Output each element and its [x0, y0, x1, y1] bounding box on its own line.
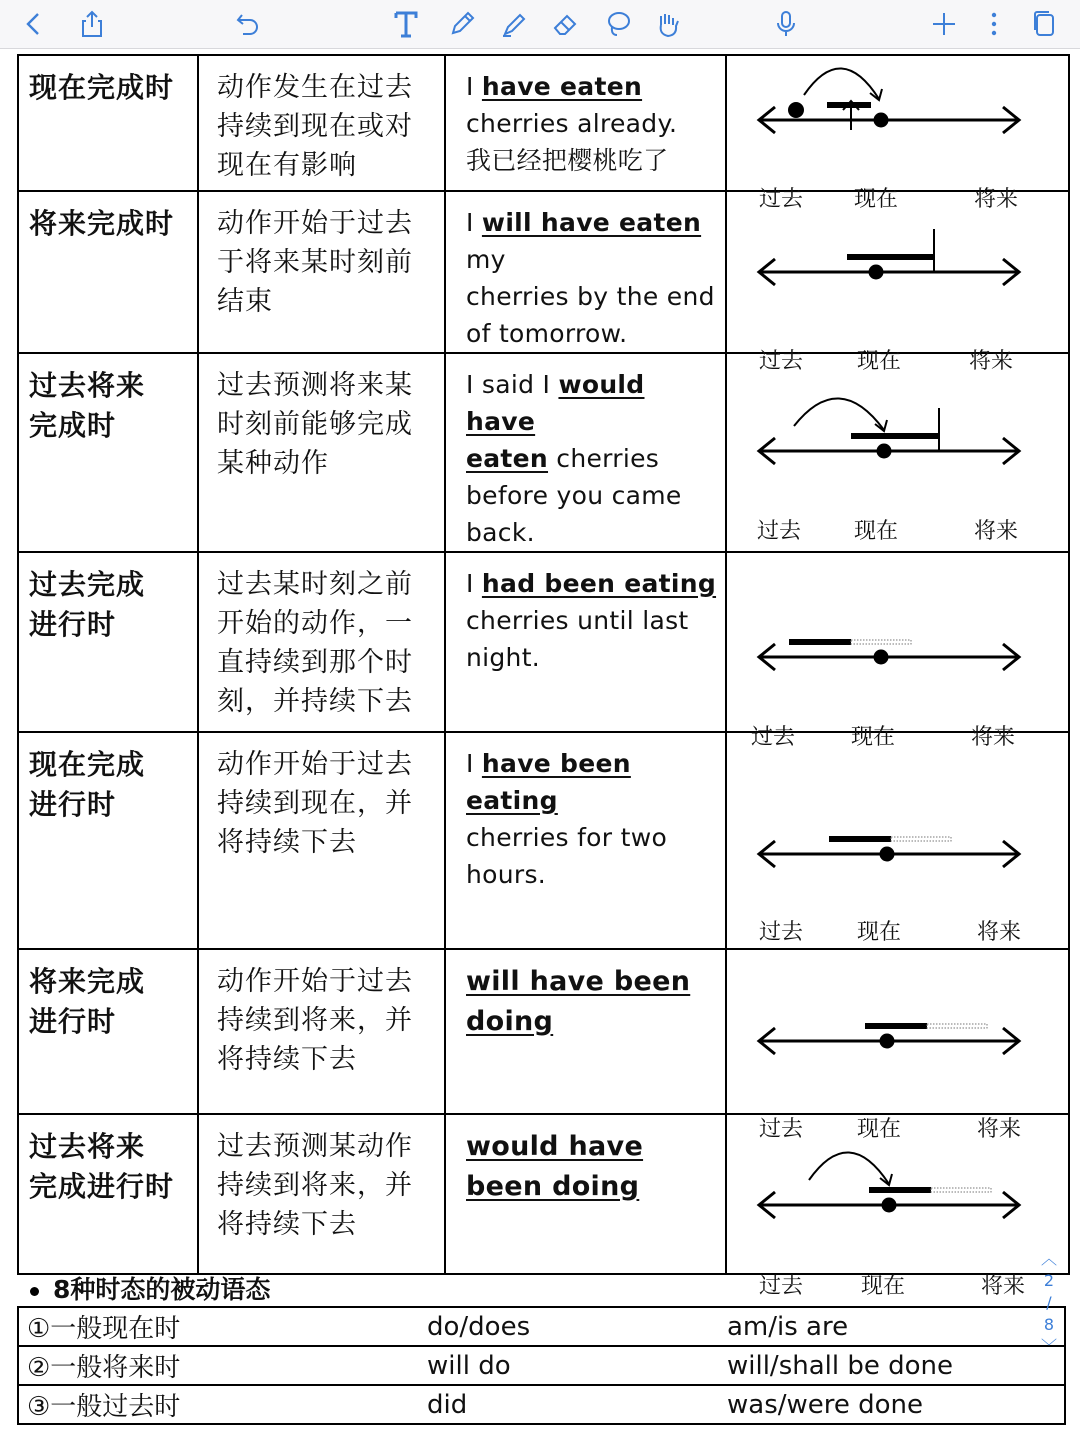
- page-separator: /: [1046, 1293, 1052, 1312]
- timeline-cell: [726, 732, 1069, 949]
- microphone-icon[interactable]: [766, 4, 806, 44]
- timeline-label-present: 现在: [861, 1274, 906, 1299]
- timeline-label-present: 现在: [854, 519, 899, 544]
- timeline-label-past: 过去: [757, 519, 802, 544]
- continuation-bar: [891, 837, 951, 841]
- tense-form: would have: [466, 370, 645, 436]
- example-text: hours.: [466, 860, 547, 889]
- more-icon[interactable]: [974, 4, 1014, 44]
- add-icon[interactable]: [924, 4, 964, 44]
- timeline-diagram: [727, 354, 1027, 544]
- share-icon[interactable]: [72, 4, 112, 44]
- example-text: of tomorrow.: [466, 319, 628, 348]
- tense-description-cell: [198, 949, 445, 1114]
- tense-name-cell: [18, 1114, 198, 1274]
- passive-tense: ②一般将来时: [18, 1346, 427, 1385]
- tense-description-cell: [198, 552, 445, 732]
- timeline-label-future: 将来: [977, 920, 1022, 945]
- timeline-label-past: 过去: [759, 349, 804, 374]
- tense-description: 动作开始于过去 持续到现在，并 将持续下去: [217, 749, 413, 858]
- present-point: [880, 1034, 895, 1049]
- tense-description: 过去预测某动作 持续到将来，并 将持续下去: [217, 1131, 413, 1240]
- tense-example-cell: [445, 949, 726, 1114]
- timeline-diagram: [727, 553, 1027, 750]
- tense-example: [446, 733, 725, 893]
- continuation-bar: [931, 1188, 991, 1192]
- example-text: I said I: [466, 370, 559, 399]
- timeline-label-present: 现在: [857, 920, 902, 945]
- chevron-down-icon[interactable]: ﹀: [1040, 1337, 1057, 1356]
- timeline-label-present: 现在: [854, 187, 899, 212]
- timeline-diagram: [727, 950, 1027, 1142]
- passive-row: [18, 1346, 1065, 1385]
- example-text: I: [466, 208, 482, 237]
- tense-name: 过去将来 完成进行时: [29, 1130, 175, 1203]
- example-text: cherries by the end: [466, 282, 715, 311]
- start-point: [788, 102, 804, 118]
- tense-form: doing: [466, 1006, 554, 1037]
- timeline-label-future: 将来: [974, 187, 1019, 212]
- tense-name: 现在完成 进行时: [29, 748, 146, 821]
- page-scroll-indicator[interactable]: [1040, 1248, 1058, 1358]
- timeline-label-present: 现在: [857, 349, 902, 374]
- tense-form: been doing: [466, 1171, 640, 1202]
- example-text: night.: [466, 643, 541, 672]
- tense-name-cell: [18, 191, 198, 353]
- timeline-label-past: 过去: [751, 725, 796, 750]
- pages-icon[interactable]: [1024, 4, 1064, 44]
- highlighter-icon[interactable]: [494, 4, 534, 44]
- continuation-bar: [927, 1024, 987, 1028]
- example-text: 我已经把樱桃吃了: [466, 146, 669, 175]
- tense-row: [18, 191, 1069, 353]
- tense-row: [18, 55, 1069, 191]
- example-text: cherries: [548, 444, 660, 473]
- tense-row: [18, 949, 1069, 1114]
- present-point: [869, 265, 884, 280]
- tense-form: had been eating: [481, 569, 717, 598]
- curved-arrow: [794, 398, 884, 430]
- tense-name-cell: [18, 55, 198, 191]
- tense-form: have been eating: [466, 749, 631, 815]
- tense-example: [446, 354, 725, 551]
- present-point: [874, 113, 889, 128]
- tense-name: 过去完成 进行时: [29, 568, 146, 641]
- text-tool-icon[interactable]: [386, 4, 426, 44]
- example-text: I: [466, 569, 482, 598]
- passive-table: [17, 1306, 1066, 1425]
- tense-row: [18, 732, 1069, 949]
- active-form: will do: [427, 1346, 727, 1385]
- tense-example: [446, 56, 725, 179]
- passive-tense: ③一般过去时: [18, 1385, 427, 1424]
- example-text: back.: [466, 518, 535, 547]
- timeline-cell: [726, 949, 1069, 1142]
- tense-example-cell: [445, 353, 726, 552]
- example-text: cherries until last: [466, 606, 689, 635]
- tense-name-cell: [18, 732, 198, 949]
- tense-example: [446, 950, 725, 1042]
- page-total: 8: [1043, 1315, 1055, 1334]
- tense-name: 过去将来 完成时: [29, 369, 146, 442]
- timeline-label-past: 过去: [759, 1274, 804, 1299]
- timeline-label-future: 将来: [969, 349, 1014, 374]
- tense-example: [446, 553, 725, 676]
- tense-description: 动作发生在过去 持续到现在或对 现在有影响: [217, 72, 413, 181]
- tense-form: will have eaten: [481, 208, 702, 237]
- example-text: I: [466, 749, 482, 778]
- tense-name: 现在完成时: [29, 71, 175, 104]
- tense-example-cell: [445, 552, 726, 732]
- tense-example: [446, 1115, 725, 1207]
- tense-form: would have: [466, 1131, 644, 1162]
- passive-form: was/were done: [727, 1385, 1065, 1424]
- back-icon[interactable]: [14, 4, 54, 44]
- continuation-bar: [851, 640, 911, 644]
- tense-name: 将来完成 进行时: [29, 965, 146, 1038]
- tense-name-cell: [18, 353, 198, 552]
- timeline-label-future: 将来: [971, 725, 1016, 750]
- present-point: [874, 650, 889, 665]
- hand-icon[interactable]: [648, 4, 688, 44]
- page-current: 2: [1043, 1271, 1055, 1290]
- passive-row: [18, 1307, 1065, 1346]
- example-text: cherries already.: [466, 109, 678, 138]
- timeline-label-future: 将来: [981, 1274, 1026, 1299]
- timeline-label-past: 过去: [759, 187, 804, 212]
- timeline-cell: [726, 55, 1069, 212]
- tense-description: 动作开始于过去 持续到将来，并 将持续下去: [217, 966, 413, 1075]
- passive-section-title: 8种时态的被动语态: [30, 1270, 270, 1306]
- tense-description-cell: [198, 1114, 445, 1274]
- undo-icon[interactable]: [228, 4, 268, 44]
- passive-row: [18, 1385, 1065, 1424]
- lasso-icon[interactable]: [598, 4, 638, 44]
- bullet-icon: [30, 1287, 39, 1296]
- tense-row: [18, 353, 1069, 552]
- tense-description-cell: [198, 732, 445, 949]
- active-form: did: [427, 1385, 727, 1424]
- tense-form: have eaten: [481, 72, 643, 101]
- present-point: [882, 1198, 897, 1213]
- passive-form: am/is are: [727, 1307, 1065, 1346]
- active-form: do/does: [427, 1307, 727, 1346]
- timeline-cell: [726, 191, 1069, 374]
- eraser-icon[interactable]: [546, 4, 586, 44]
- timeline-diagram: [727, 733, 1027, 946]
- timeline-cell: [726, 353, 1069, 552]
- tense-description-cell: [198, 353, 445, 552]
- tense-row: [18, 1114, 1069, 1274]
- timeline-label-future: 将来: [977, 1117, 1022, 1142]
- tense-name: 将来完成时: [29, 207, 175, 240]
- top-toolbar: [0, 0, 1080, 49]
- present-point: [877, 444, 892, 459]
- tense-description: 动作开始于过去 于将来某时刻前 结束: [217, 208, 413, 317]
- tense-form: will have been: [466, 966, 691, 997]
- timeline-cell: [726, 552, 1069, 750]
- example-text: cherries for two: [466, 823, 668, 852]
- timeline-label-present: 现在: [851, 725, 896, 750]
- tense-example-cell: [445, 1114, 726, 1274]
- tense-description-cell: [198, 191, 445, 353]
- curved-arrow: [804, 68, 879, 99]
- tense-name-cell: [18, 949, 198, 1114]
- tense-row: [18, 552, 1069, 732]
- tense-name-cell: [18, 552, 198, 732]
- chevron-up-icon[interactable]: ︿: [1040, 1249, 1057, 1268]
- timeline-diagram: [727, 56, 1027, 212]
- passive-form: will/shall be done: [727, 1346, 1065, 1385]
- example-text: my: [466, 245, 506, 274]
- curved-arrow: [809, 1152, 889, 1184]
- tense-example: [446, 192, 725, 352]
- tense-example-cell: [445, 191, 726, 353]
- timeline-label-past: 过去: [759, 920, 804, 945]
- example-text: I: [466, 72, 482, 101]
- tense-example-cell: [445, 55, 726, 191]
- tense-example-cell: [445, 732, 726, 949]
- timeline-label-future: 将来: [974, 519, 1019, 544]
- timeline-label-present: 现在: [857, 1117, 902, 1142]
- tense-description: 过去预测将来某 时刻前能够完成 某种动作: [217, 370, 413, 479]
- passive-tense: ①一般现在时: [18, 1307, 427, 1346]
- tense-form: eaten: [466, 444, 549, 473]
- timeline-diagram: [727, 192, 1027, 374]
- present-point: [880, 847, 895, 862]
- example-text: before you came: [466, 481, 682, 510]
- tense-description-cell: [198, 55, 445, 191]
- pen-icon[interactable]: [442, 4, 482, 44]
- timeline-label-past: 过去: [759, 1117, 804, 1142]
- tense-description: 过去某时刻之前 开始的动作，一 直持续到那个时 刻，并持续下去: [217, 569, 413, 717]
